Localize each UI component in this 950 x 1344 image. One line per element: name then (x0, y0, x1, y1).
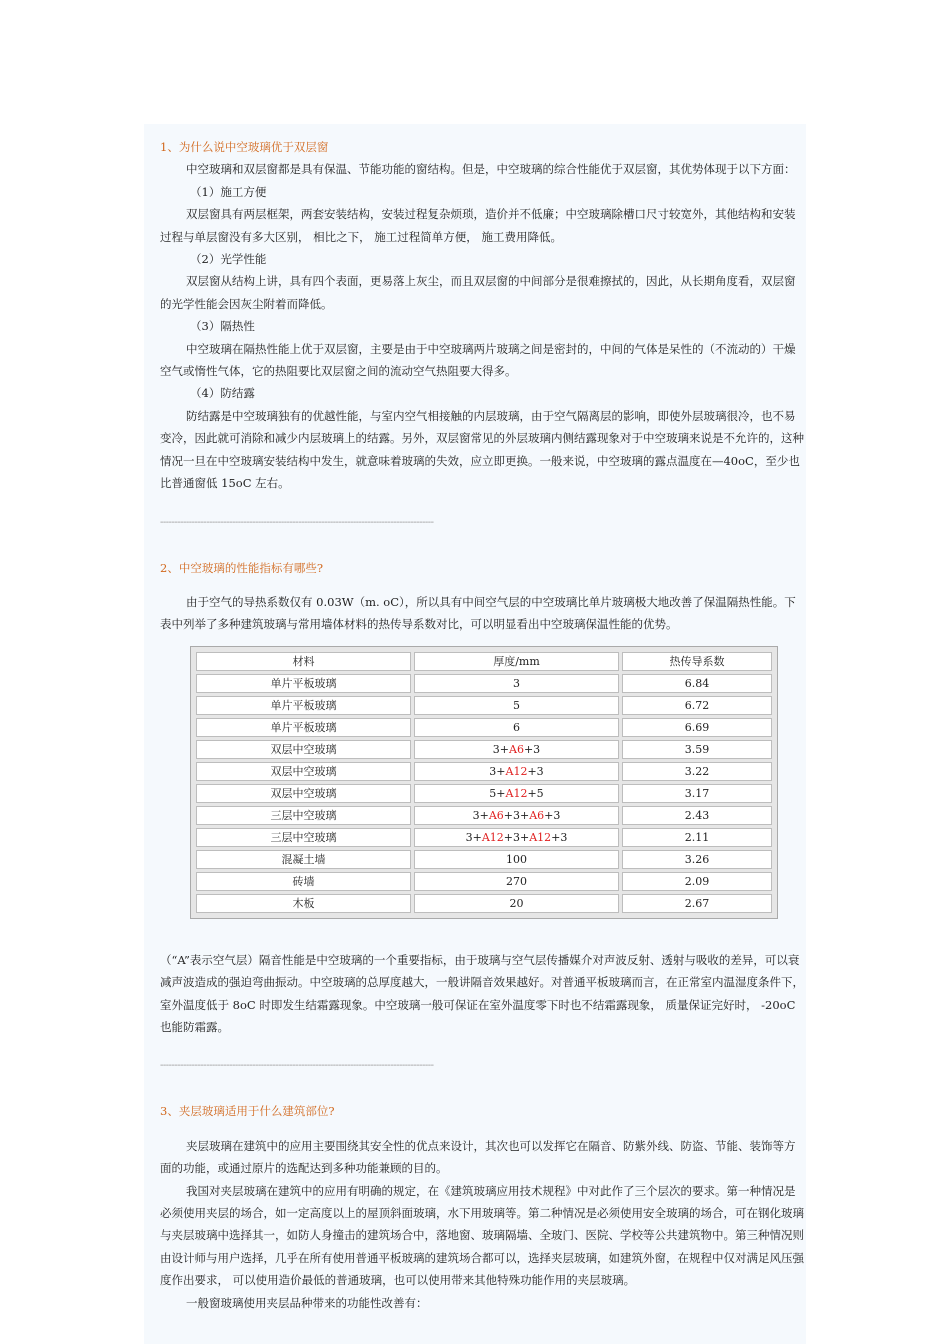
thickness-cell (414, 784, 619, 803)
table-row (196, 696, 772, 715)
q1-item-heading: （4）防结露 (190, 386, 255, 401)
material-cell: 三层中空玻璃 (196, 828, 411, 847)
q2-intro: 由于空气的导热系数仅有 0.03W（m. oC），所以具有中间空气层的中空玻璃比单片玻璃极大地改善了保温隔热性能。下表中列举了多种建筑玻璃与常用墙体材料的热传导系数对比，可以明显看出中空玻璃保温性能的优势。 (160, 594, 796, 632)
q1-title: 1、为什么说中空玻璃优于双层窗 (160, 140, 329, 154)
separator-line: ----------------------------------------------------------------------------------------------- (160, 516, 434, 528)
glass-segment: 3+ (492, 742, 510, 756)
q1-item-heading: （1）施工方便 (190, 184, 267, 199)
q1-item-text: 双层窗从结构上讲，具有四个表面，更易落上灰尘，而且双层窗的中间部分是很难擦拭的，因此，从长期角度看，双层窗的光学性能会因灰尘附着而降低。 (160, 274, 796, 311)
material-cell: 木板 (196, 894, 411, 913)
glass-segment: 3+ (489, 764, 506, 778)
material-cell: 砖墙 (196, 872, 411, 891)
air-layer-segment: A12 (529, 830, 552, 844)
coefficient-cell: 2.09 (622, 872, 772, 891)
thickness-cell (414, 872, 619, 891)
thickness-cell (414, 762, 619, 781)
glass-segment: 3 (513, 676, 520, 690)
thickness-cell (414, 806, 619, 825)
coefficient-cell: 6.72 (622, 696, 772, 715)
q1-item-text: 双层窗具有两层框架，两套安装结构，安装过程复杂烦琐，造价并不低廉；中空玻璃除槽口尺寸较宽外，其他结构和安装过程与单层窗没有多大区别， 相比之下， 施工过程简单方便， 施工费用降低。 (160, 207, 796, 244)
thickness-cell (414, 828, 619, 847)
glass-segment: +3+ (503, 830, 530, 844)
table-row (196, 806, 772, 825)
q1-intro: 中空玻璃和双层窗都是具有保温、节能功能的窗结构。但是，中空玻璃的综合性能优于双层窗，其优势体现于以下方面： (186, 162, 796, 177)
material-cell: 单片平板玻璃 (196, 718, 411, 737)
table-row (196, 872, 772, 891)
q1-item-text: 中空玻璃在隔热性能上优于双层窗，主要是由于中空玻璃两片玻璃之间是密封的，中间的气体是呆性的（不流动的）干燥空气或惰性气体，它的热阻要比双层窗之间的流动空气热阻要大得多。 (160, 341, 796, 379)
thickness-cell (414, 718, 619, 737)
air-layer-segment: A12 (481, 830, 504, 844)
table-row (196, 828, 772, 847)
glass-segment: +3+ (503, 808, 530, 822)
thickness-cell (414, 696, 619, 715)
table-row (196, 740, 772, 759)
coefficient-cell: 3.26 (622, 850, 772, 869)
material-cell: 混凝土墙 (196, 850, 411, 869)
q1-item-text: 防结露是中空玻璃独有的优越性能，与室内空气相接触的内层玻璃，由于空气隔离层的影响，即使外层玻璃很冷，也不易变冷，因此就可消除和减少内层玻璃上的结露。另外，双层窗常见的外层玻璃内侧结露现象对于中空玻璃来说是不允许的，这种情况一旦在中空玻璃安装结构中发生，就意味着玻璃的失效，应立即更换。一般来说，中空玻璃的露点温度在—40oC，至少也比普通窗低 15oC 左右。 (160, 408, 804, 491)
coefficient-cell: 3.17 (622, 784, 772, 803)
table-row (196, 850, 772, 869)
separator-line: ----------------------------------------------------------------------------------------------- (160, 1060, 434, 1072)
coefficient-cell: 6.84 (622, 674, 772, 693)
table-row (196, 718, 772, 737)
table-row (196, 674, 772, 693)
air-layer-segment: A6 (529, 808, 545, 822)
material-cell: 单片平板玻璃 (196, 696, 411, 715)
coefficient-cell: 2.43 (622, 806, 772, 825)
coefficient-cell: 2.67 (622, 894, 772, 913)
table-header-material: 材料 (196, 652, 411, 671)
thickness-cell (414, 850, 619, 869)
q3-paragraph: 夹层玻璃在建筑中的应用主要围绕其安全性的优点来设计，其次也可以发挥它在隔音、防紫外线、防盗、节能、装饰等方面的功能，或通过原片的选配达到多种功能兼顾的目的。 (160, 1138, 796, 1176)
glass-segment: 5 (513, 698, 520, 712)
air-layer-segment: A12 (505, 764, 528, 778)
material-cell: 双层中空玻璃 (196, 784, 411, 803)
material-cell: 双层中空玻璃 (196, 740, 411, 759)
glass-segment: +3 (544, 808, 561, 822)
material-cell: 三层中空玻璃 (196, 806, 411, 825)
q3-paragraph: 我国对夹层玻璃在建筑中的应用有明确的规定，在《建筑玻璃应用技术规程》中对此作了三个层次的要求。第一种情况是必须使用夹层的场合，如一定高度以上的屋顶斜面玻璃，水下用玻璃等。第二种情况是必须使用安全玻璃的场合，可在钢化玻璃与夹层玻璃中选择其一，如防人身撞击的建筑场合中，落地窗、玻璃隔墙、全玻门、医院、学校等公共建筑物中。第三种情况则由设计师与用户选择，几乎在所有使用普通平板玻璃的建筑场合都可以，选择夹层玻璃，如建筑外窗，在规程中仅对满足风压强度作出要求， 可以使用造价最低的普通玻璃，也可以使用带来其他特殊功能作用的夹层玻璃。 (160, 1183, 804, 1288)
glass-segment: +5 (527, 786, 544, 800)
glass-segment: 3+ (472, 808, 489, 822)
table-header-thickness: 厚度/mm (414, 652, 619, 671)
q3-paragraph: 一般窗玻璃使用夹层品种带来的功能性改善有： (186, 1295, 428, 1310)
thickness-cell (414, 674, 619, 693)
q1-item-heading: （3）隔热性 (190, 319, 255, 334)
table-row (196, 784, 772, 803)
table-header-coefficient: 热传导系数 (622, 652, 772, 671)
glass-segment: 6 (513, 720, 520, 734)
glass-segment: 100 (506, 852, 527, 866)
coefficient-cell: 2.11 (622, 828, 772, 847)
table-row (196, 762, 772, 781)
air-layer-segment: A12 (505, 786, 528, 800)
q2-title: 2、中空玻璃的性能指标有哪些? (160, 560, 323, 575)
glass-segment: 5+ (489, 786, 506, 800)
thickness-cell (414, 894, 619, 913)
glass-segment: 270 (506, 874, 527, 888)
glass-segment: +3 (523, 742, 541, 756)
coefficient-cell: 3.22 (622, 762, 772, 781)
coefficient-cell: 3.59 (622, 740, 772, 759)
table-header-row (196, 652, 772, 671)
glass-segment: +3 (527, 764, 544, 778)
conductivity-table (190, 646, 778, 919)
glass-segment: +3 (551, 830, 568, 844)
air-layer-segment: A6 (509, 742, 524, 756)
q1-item-heading: （2）光学性能 (190, 252, 267, 267)
q1-items (160, 181, 805, 495)
q3-title: 3、夹层玻璃适用于什么建筑部位? (160, 1104, 335, 1119)
table-row (196, 894, 772, 913)
q2-after-text: （“A”表示空气层）隔音性能是中空玻璃的一个重要指标，由于玻璃与空气层传播媒介对声波反射、透射与吸收的差异，可以衰减声波造成的强迫弯曲振动。中空玻璃的总厚度越大，一般讲隔音效果越好。对普通平板玻璃而言，在正常室内温湿度条件下， 室外温度低于 8oC 时即发生结霜露现象。中空玻璃一般可保证在室外温度零下时也不结霜露现象， 质量保证完好时， -20oC 也能防霜露。 (160, 952, 804, 1034)
glass-segment: 3+ (465, 830, 482, 844)
air-layer-segment: A6 (488, 808, 504, 822)
article (160, 136, 805, 1314)
glass-segment: 20 (509, 896, 524, 910)
coefficient-cell: 6.69 (622, 718, 772, 737)
thickness-cell (414, 740, 619, 759)
table-body (196, 674, 772, 913)
material-cell: 双层中空玻璃 (196, 762, 411, 781)
material-cell: 单片平板玻璃 (196, 674, 411, 693)
